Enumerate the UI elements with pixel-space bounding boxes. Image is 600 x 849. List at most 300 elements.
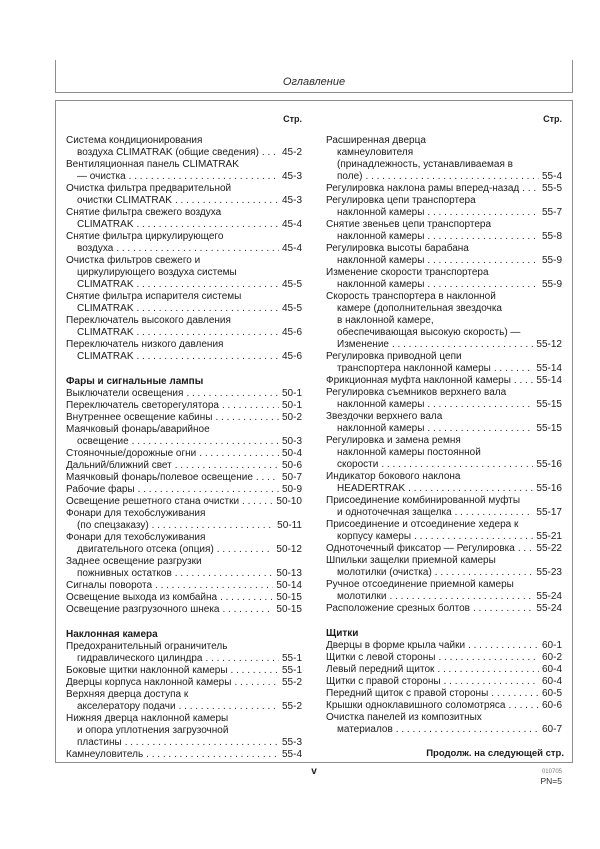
toc-entry-line: циркулирующего воздуха системы <box>77 267 237 278</box>
toc-entry-line <box>326 339 562 351</box>
toc-entry <box>66 339 302 363</box>
toc-entry-line <box>326 603 562 615</box>
toc-entry-line <box>326 652 562 664</box>
dot-leader <box>262 147 279 159</box>
toc-entry <box>66 291 302 315</box>
toc-entry-line <box>66 749 302 761</box>
dot-leader <box>408 483 533 495</box>
entry-page-number: 50-4 <box>281 448 302 459</box>
toc-entry <box>326 387 562 411</box>
entry-title: пластины <box>77 737 122 748</box>
toc-entry-line <box>66 243 302 255</box>
entry-title: Крышки одноклавишного соломотряса <box>326 700 506 711</box>
entry-page-number: 55-15 <box>536 399 562 410</box>
toc-entry-line: Снятие фильтра циркулирующего <box>66 231 224 242</box>
dot-leader <box>256 472 279 484</box>
section-heading: Наклонная камера <box>66 629 158 640</box>
entry-page-number: 60-4 <box>541 676 562 687</box>
entry-page-number: 55-21 <box>536 531 562 542</box>
toc-columns <box>56 101 572 762</box>
toc-column-right <box>326 109 562 748</box>
dot-leader <box>438 652 539 664</box>
continued-note: Продолж. на следующей стр. <box>426 748 564 759</box>
entry-title: корпусу камеры <box>337 531 412 542</box>
toc-entry-line: (принадлежность, устанавливаемая в <box>337 159 513 170</box>
toc-entry <box>326 664 562 676</box>
entry-title: Камнеуловитель <box>66 749 144 760</box>
dot-leader <box>137 219 279 231</box>
entry-page-number: 55-12 <box>536 339 562 350</box>
toc-entry <box>326 135 562 183</box>
entry-page-number: 55-16 <box>536 459 562 470</box>
toc-entry-line <box>66 592 302 604</box>
toc-entry-line: Фонари для техобслуживания <box>66 532 206 543</box>
toc-entry <box>326 435 562 471</box>
toc-entry <box>66 749 302 761</box>
entry-page-number: 45-5 <box>281 279 302 290</box>
entry-title: Выключатели освещения <box>66 388 184 399</box>
toc-entry-line <box>326 676 562 688</box>
toc-entry-line <box>326 688 562 700</box>
toc-entry-line <box>66 653 302 665</box>
entry-page-number: 50-10 <box>276 496 302 507</box>
dot-leader <box>392 339 533 351</box>
footer-codes <box>541 768 563 787</box>
dot-leader <box>437 664 539 676</box>
toc-entry <box>326 183 562 195</box>
entry-title: Переключатель светорегулятора <box>66 400 219 411</box>
toc-entry <box>326 411 562 435</box>
toc-entry-line: Присоединение и отсоединение хедера к <box>326 519 519 530</box>
entry-page-number: 55-2 <box>281 701 302 712</box>
entry-page-number: 55-1 <box>281 653 302 664</box>
entry-title: Щитки с левой стороны <box>326 652 436 663</box>
toc-entry-line: Регулировка приводной цепи <box>326 351 462 362</box>
toc-entry <box>66 183 302 207</box>
toc-section <box>66 376 302 616</box>
dot-leader <box>427 207 539 219</box>
toc-entry-line: Переключатель высокого давления <box>66 315 231 326</box>
toc-entry <box>326 603 562 615</box>
toc-entry <box>66 424 302 448</box>
dot-leader <box>129 171 279 183</box>
entry-page-number: 45-5 <box>281 303 302 314</box>
entry-page-number: 45-3 <box>281 195 302 206</box>
entry-page-number: 55-9 <box>541 255 562 266</box>
dot-leader <box>155 580 273 592</box>
toc-entry <box>326 640 562 652</box>
dot-leader <box>455 507 534 519</box>
toc-entry-line <box>66 520 302 532</box>
toc-entry-line: Снятие звеньев цепи транспортера <box>326 219 492 230</box>
dot-leader <box>396 724 539 736</box>
entry-page-number: 50-13 <box>276 568 302 579</box>
toc-section <box>66 629 302 761</box>
entry-title: Фрикционная муфта наклонной камеры <box>326 375 511 386</box>
toc-entry <box>66 689 302 713</box>
entry-title: наклонной камеры <box>337 231 425 242</box>
toc-entries-left <box>66 135 302 761</box>
toc-entry <box>66 641 302 665</box>
entry-title: молотилки (очистка) <box>337 567 432 578</box>
toc-entry <box>66 388 302 400</box>
dot-leader <box>508 700 539 712</box>
entry-title: освещение <box>77 436 129 447</box>
entry-page-number: 50-1 <box>281 388 302 399</box>
entry-title: Щитки с правой стороны <box>326 676 441 687</box>
entry-title: наклонной камеры <box>337 255 425 266</box>
toc-entry-line: Изменение скорости транспортера <box>326 267 489 278</box>
entry-title: HEADERTRAK <box>337 483 406 494</box>
dot-leader <box>217 544 274 556</box>
entry-title: CLIMATRAK <box>77 279 134 290</box>
toc-entry-line: Регулировка высоты барабана <box>326 243 469 254</box>
toc-entry <box>66 496 302 508</box>
entry-title: Рабочие фары <box>66 484 135 495</box>
entry-title: Освещение разгрузочного шнека <box>66 604 220 615</box>
dot-leader <box>138 484 279 496</box>
toc-entry <box>326 291 562 351</box>
entry-page-number: 50-15 <box>276 604 302 615</box>
entry-page-number: 55-4 <box>541 171 562 182</box>
toc-entry-line <box>326 483 562 495</box>
toc-entry-line <box>66 327 302 339</box>
entry-title: скорости <box>337 459 379 470</box>
toc-entry-line <box>326 591 562 603</box>
entry-page-number: 45-3 <box>281 171 302 182</box>
toc-entry-line <box>66 580 302 592</box>
toc-entry-line: Очистка фильтров свежего и <box>66 255 201 266</box>
toc-entry <box>66 592 302 604</box>
toc-entry <box>66 604 302 616</box>
toc-entry <box>66 448 302 460</box>
toc-entry <box>326 555 562 579</box>
entry-page-number: 50-2 <box>281 412 302 423</box>
dot-leader <box>234 677 279 689</box>
entry-page-number: 55-9 <box>541 279 562 290</box>
entry-title: CLIMATRAK <box>77 219 134 230</box>
toc-entry-line <box>326 724 562 736</box>
dot-leader <box>522 183 539 195</box>
toc-entry <box>66 580 302 592</box>
entry-page-number: 55-3 <box>281 737 302 748</box>
toc-entry-line <box>326 375 562 387</box>
toc-entry-line: Индикатор бокового наклона <box>326 471 461 482</box>
toc-entry <box>66 556 302 580</box>
toc-entry-line <box>66 303 302 315</box>
entry-page-number: 50-12 <box>276 544 302 555</box>
dot-leader <box>427 279 539 291</box>
column-header-left: Стр. <box>283 114 302 124</box>
toc-entry-line <box>66 568 302 580</box>
dot-leader <box>206 653 279 665</box>
entry-page-number: 55-7 <box>541 207 562 218</box>
toc-entry <box>66 255 302 291</box>
toc-entry <box>326 543 562 555</box>
entry-title: CLIMATRAK <box>77 351 134 362</box>
entry-title: Стояночные/дорожные огни <box>66 448 197 459</box>
toc-entry <box>326 375 562 387</box>
toc-entry-line: Шпильки защелки приемной камеры <box>326 555 496 566</box>
toc-entry <box>326 495 562 519</box>
toc-entry-line <box>326 279 562 291</box>
entry-title: (по спецзаказу) <box>77 520 149 531</box>
toc-entry-line: Фонари для техобслуживания <box>66 508 206 519</box>
toc-entry-line <box>326 171 562 183</box>
dot-leader <box>222 400 279 412</box>
toc-entry <box>326 219 562 243</box>
toc-entry-line <box>66 448 302 460</box>
dot-leader <box>518 543 534 555</box>
entry-page-number: 55-5 <box>541 183 562 194</box>
entry-title: Дверцы корпуса наклонной камеры <box>66 677 232 688</box>
dot-leader <box>175 460 279 472</box>
dot-leader <box>137 351 279 363</box>
toc-entry <box>66 484 302 496</box>
entry-page-number: 45-4 <box>281 219 302 230</box>
toc-entry <box>66 412 302 424</box>
dot-leader <box>444 676 539 688</box>
toc-entry <box>326 579 562 603</box>
entry-page-number: 55-1 <box>281 665 302 676</box>
entry-title: наклонной камеры <box>337 399 425 410</box>
toc-entry-line: в наклонной камере, <box>337 315 434 326</box>
entry-page-number: 55-23 <box>536 567 562 578</box>
entry-title: молотилки <box>337 591 387 602</box>
entry-page-number: 55-14 <box>536 375 562 386</box>
entry-title: воздуха <box>77 243 114 254</box>
toc-entry-line <box>66 436 302 448</box>
toc-entry-line: камере (дополнительная звездочка <box>337 303 502 314</box>
toc-entry-line: Очистка фильтра предварительной <box>66 183 232 194</box>
toc-entry <box>66 713 302 749</box>
dot-leader <box>199 448 279 460</box>
section-heading: Щитки <box>326 628 359 639</box>
entry-page-number: 55-17 <box>536 507 562 518</box>
entry-page-number: 60-2 <box>541 652 562 663</box>
toc-entry-line: наклонной камеры постоянной <box>337 447 481 458</box>
entry-page-number: 55-24 <box>536 591 562 602</box>
dot-leader <box>427 231 539 243</box>
dot-leader <box>186 388 279 400</box>
dot-leader <box>414 531 533 543</box>
toc-entry-line <box>66 412 302 424</box>
dot-leader <box>473 603 533 615</box>
toc-entry-line: Регулировка и замена ремня <box>326 435 461 446</box>
toc-entry-line <box>326 459 562 471</box>
dot-leader <box>137 303 279 315</box>
dot-leader <box>125 737 279 749</box>
entry-title: поле) <box>337 171 363 182</box>
dot-leader <box>389 591 533 603</box>
entry-title: Расположение срезных болтов <box>326 603 470 614</box>
entry-page-number: 55-16 <box>536 483 562 494</box>
toc-entry-line <box>326 363 562 375</box>
toc-entry-line: Заднее освещение разгрузки <box>66 556 202 567</box>
entry-title: Изменение <box>337 339 389 350</box>
toc-entry <box>326 700 562 712</box>
toc-entry-line <box>326 423 562 435</box>
toc-entries-right <box>326 135 562 736</box>
toc-entry <box>326 676 562 688</box>
toc-entry <box>326 471 562 495</box>
dot-leader <box>137 279 279 291</box>
dot-leader <box>365 171 539 183</box>
entry-title: Одноточечный фиксатор — Регулировка <box>326 543 515 554</box>
entry-title: и одноточечная защелка <box>337 507 452 518</box>
toc-entry-line: Переключатель низкого давления <box>66 339 224 350</box>
entry-page-number: 55-15 <box>536 423 562 434</box>
entry-page-number: 60-6 <box>541 700 562 711</box>
entry-page-number: 50-3 <box>281 436 302 447</box>
dot-leader <box>491 688 539 700</box>
entry-page-number: 55-22 <box>536 543 562 554</box>
toc-entry-line: Присоединение комбинированной муфты <box>326 495 521 506</box>
toc-entry-line <box>66 665 302 677</box>
entry-title: Сигналы поворота <box>66 580 153 591</box>
dot-leader <box>427 255 539 267</box>
entry-page-number: 55-8 <box>541 231 562 242</box>
print-code: 010705 <box>541 769 562 775</box>
toc-entry-line: и опора уплотнения загрузочной <box>77 725 229 736</box>
dot-leader <box>179 701 279 713</box>
toc-entry-line <box>66 604 302 616</box>
toc-entry-line: Нижняя дверца наклонной камеры <box>66 713 229 724</box>
dot-leader <box>146 749 279 761</box>
toc-entry-line <box>326 640 562 652</box>
entry-title: — очистка <box>77 171 126 182</box>
entry-page-number: 50-15 <box>276 592 302 603</box>
toc-entry-line: обеспечивающая высокую скорость) — <box>337 327 521 338</box>
entry-title: Боковые щитки наклонной камеры <box>66 665 228 676</box>
toc-entry-line: Снятие фильтра испарителя системы <box>66 291 242 302</box>
toc-entry <box>66 665 302 677</box>
toc-entry-line: Снятие фильтра свежего воздуха <box>66 207 222 218</box>
toc-entry-line <box>66 737 302 749</box>
entry-title: Дверцы в форме крыла чайки <box>326 640 466 651</box>
toc-entry-line: Маячковый фонарь/аварийное <box>66 424 210 435</box>
toc-entry <box>66 460 302 472</box>
entry-title: Передний щиток с правой стороны <box>326 688 489 699</box>
toc-entry-line: Очистка панелей из композитных <box>326 712 482 723</box>
entry-title: Дальний/ближний свет <box>66 460 172 471</box>
entry-title: транспортера наклонной камеры <box>337 363 491 374</box>
entry-page-number: 50-11 <box>277 520 302 531</box>
toc-entry-line <box>326 399 562 411</box>
toc-entry-line <box>66 195 302 207</box>
entry-title: CLIMATRAK <box>77 327 134 338</box>
column-header-right: Стр. <box>543 114 562 124</box>
toc-section <box>326 628 562 736</box>
toc-entry-line: Ручное отсоединение приемной камеры <box>326 579 514 590</box>
toc-entry-line <box>66 677 302 689</box>
entry-title: наклонной камеры <box>337 279 425 290</box>
toc-entry-line <box>326 183 562 195</box>
toc-section <box>326 135 562 615</box>
toc-entry-line <box>66 400 302 412</box>
toc-entry <box>326 712 562 736</box>
page-title: Оглавление <box>282 76 346 88</box>
dot-leader <box>175 195 279 207</box>
toc-entry-line <box>326 567 562 579</box>
dot-leader <box>116 243 279 255</box>
toc-entry-line <box>326 255 562 267</box>
toc-entry-line: Регулировка цепи транспортера <box>326 195 476 206</box>
toc-box <box>55 100 573 763</box>
dot-leader <box>427 399 533 411</box>
entry-title: наклонной камеры <box>337 423 425 434</box>
toc-entry-line <box>326 207 562 219</box>
toc-entry <box>66 231 302 255</box>
dot-leader <box>137 327 279 339</box>
toc-entry-line <box>66 351 302 363</box>
toc-entry <box>66 677 302 689</box>
toc-entry <box>326 351 562 375</box>
toc-entry-line <box>326 507 562 519</box>
dot-leader <box>215 412 279 424</box>
entry-page-number: 50-1 <box>281 400 302 411</box>
entry-title: пожнивных остатков <box>77 568 172 579</box>
entry-page-number: 55-24 <box>536 603 562 614</box>
toc-entry <box>66 207 302 231</box>
toc-entry-line <box>326 543 562 555</box>
entry-page-number: 55-2 <box>281 677 302 688</box>
toc-entry <box>326 652 562 664</box>
toc-entry <box>66 472 302 484</box>
entry-page-number: 50-9 <box>281 484 302 495</box>
toc-entry <box>66 135 302 159</box>
toc-section <box>66 135 302 363</box>
toc-entry-line <box>326 700 562 712</box>
toc-entry-line: Вентиляционная панель CLIMATRAK <box>66 159 239 170</box>
dot-leader <box>435 567 534 579</box>
page-number: v <box>311 766 317 777</box>
entry-title: двигательного отсека (опция) <box>77 544 214 555</box>
entry-page-number: 60-1 <box>541 640 562 651</box>
entry-page-number: 45-2 <box>281 147 302 158</box>
toc-entry-line: камнеуловителя <box>337 147 414 158</box>
toc-entry-line <box>66 171 302 183</box>
toc-entry-line: Скорость транспортера в наклонной <box>326 291 496 302</box>
dot-leader <box>223 604 274 616</box>
dot-leader <box>468 640 539 652</box>
entry-page-number: 55-14 <box>536 363 562 374</box>
entry-title: наклонной камеры <box>337 207 425 218</box>
toc-entry <box>66 315 302 339</box>
toc-entry-line <box>326 231 562 243</box>
toc-entry <box>66 159 302 183</box>
toc-entry-line <box>66 472 302 484</box>
entry-title: Освещение решетного стана очистки <box>66 496 240 507</box>
entry-page-number: 50-14 <box>276 580 302 591</box>
dot-leader <box>381 459 533 471</box>
toc-entry-line <box>66 701 302 713</box>
toc-entry <box>326 519 562 543</box>
entry-page-number: 60-4 <box>541 664 562 675</box>
toc-entry-line: Звездочки верхнего вала <box>326 411 443 422</box>
entry-page-number: 45-6 <box>281 327 302 338</box>
section-heading: Фары и сигнальные лампы <box>66 376 204 387</box>
toc-entry-line: Верхняя дверца доступа к <box>66 689 189 700</box>
entry-title: Левый передний щиток <box>326 664 435 675</box>
pn-number: PN=5 <box>540 776 562 786</box>
toc-entry-line: Регулировка съемников верхнего вала <box>326 387 507 398</box>
entry-title: воздуха CLIMATRAK (общие сведения) <box>77 147 259 158</box>
toc-entry <box>326 195 562 219</box>
dot-leader <box>132 436 279 448</box>
entry-title: Внутреннее освещение кабины <box>66 412 213 423</box>
entry-page-number: 60-5 <box>541 688 562 699</box>
